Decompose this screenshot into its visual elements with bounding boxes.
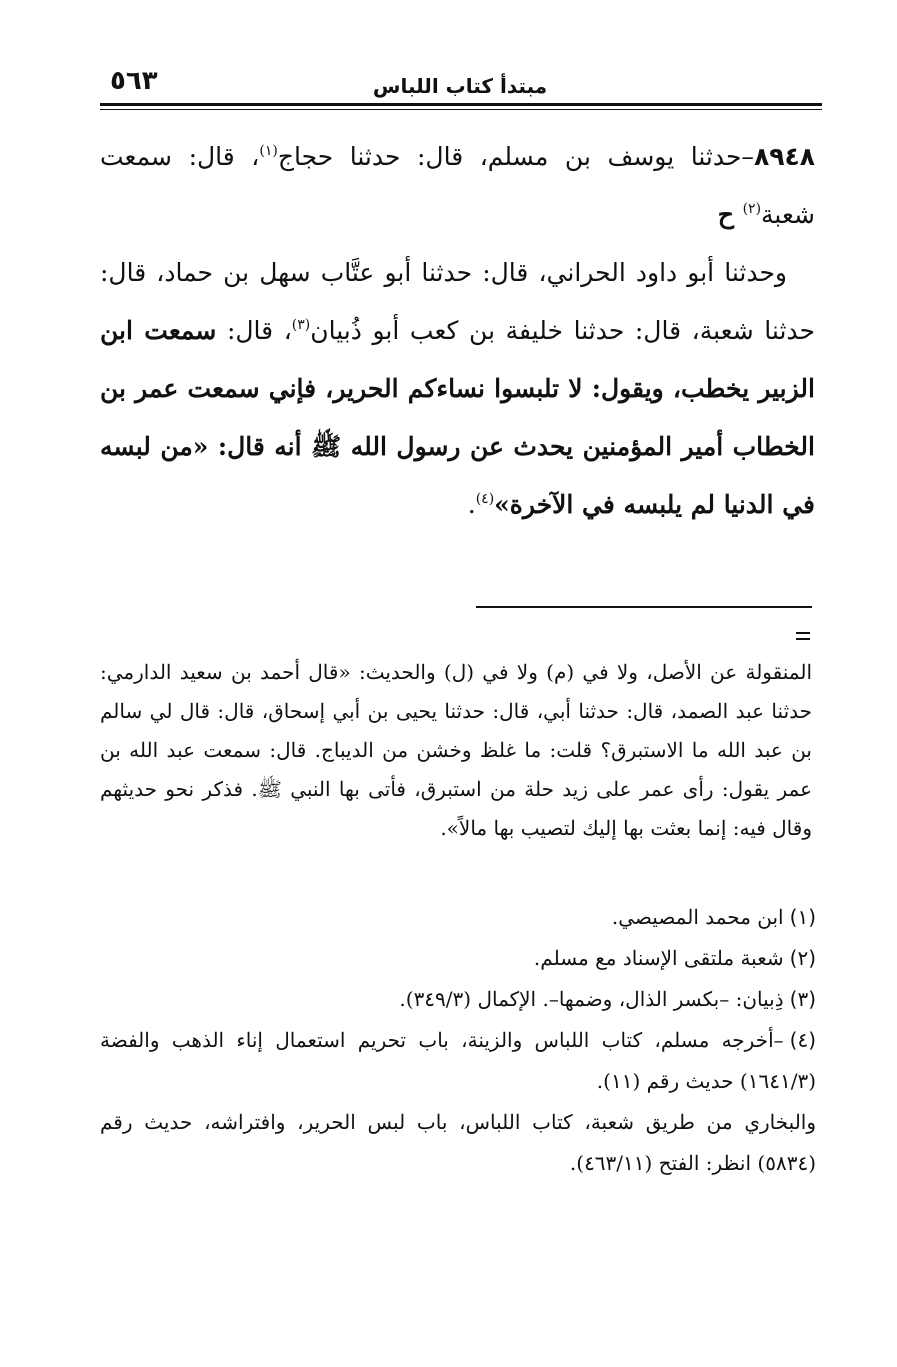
p2-text-2: ، قال: bbox=[216, 316, 292, 345]
continuation-mark bbox=[796, 632, 810, 640]
footnote-ref-2: (٢) bbox=[742, 201, 762, 217]
footnote-ref-3: (٣) bbox=[291, 317, 311, 333]
hadith-paragraph-2 bbox=[100, 244, 815, 534]
page-header bbox=[100, 66, 820, 106]
running-title: مبتدأ كتاب اللباس bbox=[372, 74, 548, 98]
footnote-4 bbox=[100, 1020, 816, 1102]
header-rule-thick bbox=[100, 103, 822, 106]
header-rule-thin bbox=[100, 109, 822, 110]
footnote-text: –أخرجه مسلم، كتاب اللباس والزينة، باب تحريم استعمال إناء الذهب والفضة (١٦٤١/٣) حديث رقم (١١). bbox=[100, 1028, 816, 1093]
footnote-number: (٤) bbox=[789, 1028, 816, 1052]
footnote-separator bbox=[476, 606, 812, 608]
footnote-continuation bbox=[100, 653, 812, 848]
p1-text: –حدثنا يوسف بن مسلم، قال: حدثنا حجاج bbox=[277, 142, 754, 171]
footnote-1 bbox=[100, 897, 816, 938]
hadith-number: ٨٩٤٨ bbox=[753, 142, 815, 171]
footnote-number: (١) bbox=[789, 905, 816, 929]
p1-text-2: ، قال: سمعت شعبة bbox=[100, 142, 815, 229]
footnote-number: (٣) bbox=[789, 987, 816, 1011]
footnote-number: (٢) bbox=[789, 946, 816, 970]
footnote-ref-4: (٤) bbox=[475, 491, 495, 507]
footnote-2 bbox=[100, 938, 816, 979]
p2-end: . bbox=[467, 490, 476, 519]
hadith-paragraph-1 bbox=[100, 128, 815, 244]
footnote-4-continuation: والبخاري من طريق شعبة، كتاب اللباس، باب لبس الحرير، وافتراشه، حديث رقم (٥٨٣٤) انظر: الفتح (٤٦٣/١١). bbox=[100, 1110, 816, 1175]
footnote-text: ذِبيان: –بكسر الذال، وضمها–. الإكمال (٣٤٩/٣). bbox=[399, 987, 784, 1011]
page-number: ٥٦٣ bbox=[110, 66, 158, 96]
footnote-continuation-text: المنقولة عن الأصل، ولا في (م) ولا في (ل) والحديث: «قال أحمد بن سعيد الدارمي: حدثنا عبد الصمد، قال: حدثنا أبي، قال: حدثنا يحيى بن أبي إسحاق، قال: قال لي سالم بن عبد الله ما الاستبرق؟ قلت: ما غلظ وخشن من الديباج. قال: سمعت عبد الله بن عمر يقول: رأى عمر على زيد حلة من استبرق، فأتى بها النبي ﷺ. فذكر نحو حديثهم وقال فيه: إنما بعثت بها إليك لتصيب بها مالاً». bbox=[100, 660, 812, 840]
footnote-list bbox=[100, 897, 816, 1184]
p1-text-3: ح bbox=[717, 200, 743, 229]
p2-text: وحدثنا أبو داود الحراني، قال: حدثنا أبو عتَّاب سهل بن حماد، قال: حدثنا شعبة، قال: حدثنا خليفة بن كعب أبو ذُبيان bbox=[100, 258, 815, 345]
footnote-text: شعبة ملتقى الإسناد مع مسلم. bbox=[533, 946, 784, 970]
footnote-3 bbox=[100, 979, 816, 1020]
main-text bbox=[100, 128, 815, 534]
footnote-ref-1: (١) bbox=[259, 143, 278, 159]
p2-bold-matn: سمعت ابن الزبير يخطب، ويقول: لا تلبسوا نساءكم الحرير، فإني سمعت عمر بن الخطاب أمير المؤمنين يحدث عن رسول الله ﷺ أنه قال: «من لبسه في الدنيا لم يلبسه في الآخرة» bbox=[100, 316, 816, 519]
footnote-text: ابن محمد المصيصي. bbox=[611, 905, 784, 929]
